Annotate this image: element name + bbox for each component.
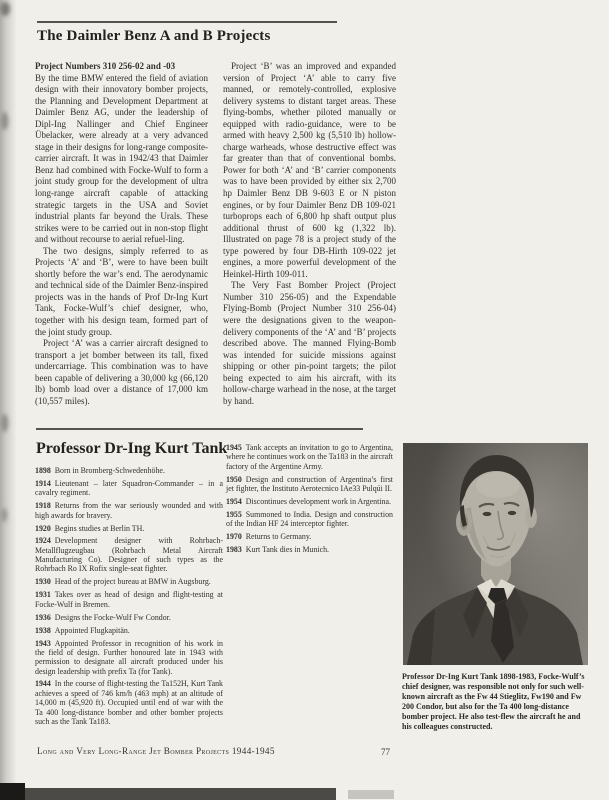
timeline-year: 1944 — [35, 679, 51, 689]
timeline-text: Development designer with Rohrbach-Metallflugzeugbau (Rohrbach Metal Aircraft Manufacturing Co). Designer of such types as the Rohrbach Ro IX Rofix single-seat fighter. — [35, 536, 223, 574]
column-left-paragraphs — [35, 73, 208, 408]
timeline-year: 1938 — [35, 625, 51, 635]
timeline-entry — [226, 510, 393, 529]
scan-smudge — [0, 2, 10, 16]
scan-smudge — [1, 414, 8, 432]
timeline-entry — [35, 590, 223, 609]
timeline-entry — [35, 501, 223, 520]
body-paragraph: The Very Fast Bomber Project (Project Number 310 256-05) and the Expendable Flying-Bomb (Project Number 310 256-04) were the designations given to the weapon-delivery components of the ‘A’ and ‘B’ projects described above. The manned Flying-Bomb was intended for suicide missions against shipping or other pin-point targets; the pilot being expected to aim his aircraft, with its hollow-charge warhead in the nose, at the target by hand. — [223, 280, 396, 406]
article-column-right — [223, 61, 396, 407]
timeline-entry — [35, 466, 223, 475]
portrait-illustration — [403, 443, 588, 665]
header-rule — [37, 21, 337, 23]
timeline-year: 1983 — [226, 545, 242, 555]
timeline-year: 1914 — [35, 478, 51, 488]
timeline-entry — [226, 545, 393, 554]
timeline-entry — [35, 613, 223, 622]
timeline-column-right — [226, 443, 393, 558]
body-paragraph: The two designs, simply referred to as Projects ‘A’ and ‘B’, were to have been built shortly before the war’s end. The aerodynamic and technical side of the Daimler Benz-inspired projects was in the hands of Prof Dr-Ing Kurt Tank, Focke-Wulf’s chief designer, who, together with his design team, formed part of the joint study group. — [35, 245, 208, 337]
timeline-text: Begins studies at Berlin TH. — [54, 523, 145, 533]
timeline-text: Appointed Professor in recognition of his work in the field of design. Further honoured late in 1943 with permission to designate all aircraft produced under his design leadership with prefix Ta (for Tank). — [35, 638, 223, 676]
timeline-year: 1936 — [35, 612, 51, 622]
timeline-entry — [35, 679, 223, 726]
timeline-entry — [35, 626, 223, 635]
timeline-text: Born in Bromberg-Schwedenhöhe. — [54, 466, 165, 475]
timeline-year: 1950 — [226, 474, 242, 484]
timeline-year: 1930 — [35, 577, 51, 587]
timeline-text: Designs the Focke-Wulf Fw Condor. — [54, 612, 171, 622]
timeline-column-left — [35, 466, 223, 730]
kurt-tank-portrait-photo — [403, 443, 588, 665]
timeline-text: Appointed Flugkapitän. — [54, 625, 130, 635]
timeline-entry — [226, 532, 393, 541]
timeline-entry — [35, 639, 223, 676]
page-title: The Daimler Benz A and B Projects — [37, 28, 271, 44]
timeline-text: Kurt Tank dies in Munich. — [245, 545, 330, 555]
timeline-text: Returns to Germany. — [245, 532, 312, 542]
timeline-text: Returns from the war seriously wounded and with high awards for bravery. — [35, 501, 223, 520]
scan-bottom-strip — [25, 788, 336, 800]
timeline-year: 1943 — [35, 638, 51, 648]
timeline-text: Head of the project bureau at BMW in Augsburg. — [54, 577, 211, 587]
timeline-entry — [35, 536, 223, 573]
timeline-entry — [35, 524, 223, 533]
body-paragraph: Project ‘A’ was a carrier aircraft designed to transport a jet bomber between its tall, fixed undercarriage. This combination was to have been capable of delivering a 30,000 kg (66,120 lb) bomb load over a distance of 17,000 km (10,557 miles). — [35, 338, 208, 406]
scan-smudge — [1, 508, 7, 522]
timeline-entry — [226, 497, 393, 506]
body-paragraph: Project ‘B’ was an improved and expanded version of Project ‘A’ able to carry five manned, or remotely-controlled, explosive delivery systems to distant target areas. These flying-bombs, whether piloted manually or equipped with radio-guidance, were to be armed with heavy 2,500 kg (5,510 lb) hollow-charge warheads, whose destructive effect was far greater than that of conventional bombs. Power for both ‘A’ and ‘B’ carrier components was to have been provided by either six 2,700 hp Daimler Benz DB 9-603 E or N piston engines, or by four Daimler Benz DB 109-021 turboprops each of 6,800 hp shaft output plus additional thrust of 600 kg (1,322 lb). Illustrated on page 78 is a project study of the type powered by four DB-Hirth 109-022 jet engines, a more powerful development of the Heinkel-Hirth 109-011. — [223, 61, 396, 279]
scan-smudge — [1, 112, 8, 130]
article-body — [35, 61, 396, 407]
timeline-text: In the course of flight-testing the Ta152H, Kurt Tank achieves a speed of 746 km/h (463 mph) at an altitude of 14,000 m (45,920 ft). Occupied until end of war with the Ta 400 long-distance bomber and other bomber projects such as the Tank Ta183. — [35, 679, 223, 726]
timeline-text: Tank accepts an invitation to go to Argentina, where he continues work on the Ta183 in the aircraft factory of the Argentine Army. — [226, 443, 393, 471]
profile-heading: Professor Dr-Ing Kurt Tank — [36, 440, 228, 457]
body-paragraph: By the time BMW entered the field of aviation design with their innovatory bomber projects, the Planning and Development Department at Daimler Benz AG, under the leadership of Dipl-Ing Nallinger and Chief Engineer Übelacker, were already at a very advanced stage in their designs for long-range composite-carrier aircraft. It was in 1942/43 that Daimler Benz had combined with Focke-Wulf to form a joint study group for the development of ultra long-range aircraft capable of attacking strategic targets in the USA and Soviet industrial plants far beyond the Urals. These strikes were to be carried out in non-stop flight and without recourse to aerial refuel-ling. — [35, 72, 208, 245]
timeline-text: Discontinues development work in Argentina. — [245, 496, 391, 506]
timeline-year: 1920 — [35, 523, 51, 533]
article-column-left — [35, 61, 208, 407]
timeline-year: 1931 — [35, 590, 51, 600]
timeline-text: Design and construction of Argentina’s first jet fighter, the Instituto Aerotecnico IAe33 Pulqúi II. — [226, 474, 393, 493]
timeline-entry — [35, 577, 223, 586]
page-number: 77 — [381, 747, 390, 757]
section-rule — [36, 428, 363, 430]
photo-caption: Professor Dr-Ing Kurt Tank 1898-1983, Focke-Wulf’s chief designer, was responsible not only for such well-known aircraft as the Fw 44 Stieglitz, Fw190 and Fw 200 Condor, but also for the Ta 400 long-distance bomber project. He also test-flew the aircraft he and his colleagues constructed. — [402, 672, 585, 731]
scan-bottom-corner — [0, 783, 25, 800]
timeline-year: 1898 — [35, 466, 51, 475]
timeline-text: Summoned to India. Design and construction of the Indian HF 24 interceptor fighter. — [226, 509, 393, 529]
timeline-text: Takes over as head of design and flight-testing at Focke-Wulf in Bremen. — [35, 590, 223, 609]
timeline-year: 1945 — [226, 443, 242, 452]
timeline-entry — [35, 479, 223, 498]
timeline-year: 1954 — [226, 496, 242, 506]
project-numbers-subheading: Project Numbers 310 256-02 and -03 — [35, 61, 176, 71]
timeline-year: 1924 — [35, 536, 51, 546]
timeline-entry — [226, 475, 393, 494]
timeline-text: Lieutenant – later Squadron-Commander – in a cavalry regiment. — [35, 478, 223, 498]
column-right-paragraphs — [223, 61, 396, 407]
timeline-entry — [226, 443, 393, 471]
running-footer: Long and Very Long-Range Jet Bomber Projects 1944-1945 — [37, 746, 275, 756]
timeline-year: 1970 — [226, 532, 242, 542]
scan-bottom-strip-light — [348, 790, 394, 799]
timeline-year: 1918 — [35, 501, 51, 511]
timeline-year: 1955 — [226, 509, 242, 519]
